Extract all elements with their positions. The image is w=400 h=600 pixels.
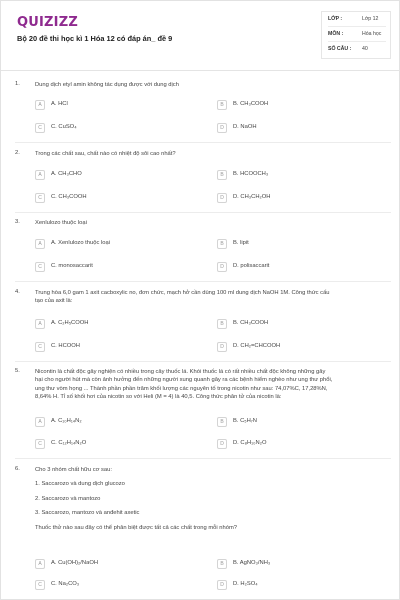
option-text: D. C₈H₁₀N₂O (233, 440, 267, 446)
option-b[interactable] (217, 169, 387, 181)
question-line: 3. Saccarozo, mantozo và anđehit axetic (35, 510, 140, 517)
question-line: Trung hòa 6,0 gam 1 axit cacboxylic no, đơn chức, mạch hở cần dùng 100 ml dung dịch NaOH 1M. Công thức cấu (35, 290, 330, 296)
option-text: B. CH₃COOH (233, 320, 269, 326)
question-text (35, 219, 391, 227)
option-c[interactable] (35, 341, 205, 353)
option-text: A. Cu(OH)₂/NaOH (51, 560, 99, 566)
option-b[interactable] (217, 99, 387, 111)
question-line: Trong các chất sau, chất nào có nhiệt độ sôi cao nhất? (35, 151, 176, 157)
option-letter: B (217, 170, 227, 180)
option-b[interactable] (217, 318, 387, 330)
info-key: SỐ CÂU : (328, 46, 352, 52)
question-text (35, 289, 391, 306)
option-text: C. CH₃COOH (51, 194, 87, 200)
info-value: Lớp 12 (362, 16, 379, 22)
question-number: 6. (15, 466, 20, 472)
question-number: 2. (15, 150, 20, 156)
question-divider (15, 281, 391, 282)
question-divider (15, 361, 391, 362)
option-a[interactable] (35, 558, 205, 570)
option-text: A. Xenlulozo thuộc loại (51, 240, 110, 246)
option-text: D. H₂SO₄ (233, 581, 258, 587)
question-line: Dung dịch etyl amin không tác dụng được với dung dịch (35, 82, 179, 88)
question-line: 1. Saccarozo và dung dịch glucozo (35, 481, 125, 488)
worksheet-header (1, 1, 400, 71)
option-c[interactable] (35, 438, 205, 450)
question-text (35, 368, 391, 402)
option-text: B. AgNO₃/NH₃ (233, 560, 271, 566)
question-text (35, 150, 391, 158)
question-line: Nicontin là chất độc gây nghiện có nhiều trong cây thuốc lá. Khói thuốc lá có rất nhiều chất độc không những gây (35, 369, 326, 375)
question-number: 3. (15, 219, 20, 225)
worksheet-title: Bộ 20 đề thi học kì 1 Hóa 12 có đáp án_ đề 9 (17, 34, 173, 43)
option-text: C. monosaccarit (51, 263, 93, 269)
option-a[interactable] (35, 99, 205, 111)
option-text: A. C₂H₅COOH (51, 320, 89, 326)
option-c[interactable] (35, 579, 205, 591)
option-letter: A (35, 100, 45, 110)
option-letter: B (217, 319, 227, 329)
question-divider (15, 458, 391, 459)
option-letter: C (35, 193, 45, 203)
question-line: Thuốc thử nào sau đây có thể phân biệt được tất cả các chất trong mỗi nhóm? (35, 524, 238, 531)
option-d[interactable] (217, 261, 387, 273)
option-letter: B (217, 559, 227, 569)
question-number: 4. (15, 289, 20, 295)
info-box (321, 11, 391, 59)
option-letter: C (35, 123, 45, 133)
option-b[interactable] (217, 558, 387, 570)
option-letter: A (35, 170, 45, 180)
question-divider (15, 212, 391, 213)
option-letter: A (35, 559, 45, 569)
question-text (35, 81, 391, 89)
option-d[interactable] (217, 192, 387, 204)
option-text: B. HCOOCH₃ (233, 171, 269, 177)
info-row-count (328, 44, 388, 57)
question-line: ung thư vòm họng ... Thành phần phần trăm khối lượng các nguyên tố trong nicotin như sau: 74,07%C, 17,28%N, (35, 385, 328, 392)
option-text: D. CH₂=CHCOOH (233, 343, 281, 349)
option-text: A. C₁₀H₁₄N₂ (51, 418, 82, 424)
option-letter: C (35, 342, 45, 352)
info-row-subject (328, 29, 388, 42)
option-letter: D (217, 123, 227, 133)
info-key: MÔN : (328, 31, 344, 37)
option-letter: C (35, 439, 45, 449)
option-text: A. HCl (51, 101, 68, 107)
divider (328, 26, 386, 27)
question-number: 5. (15, 368, 20, 374)
option-letter: D (217, 439, 227, 449)
option-a[interactable] (35, 238, 205, 250)
option-text: B. C₅H₇N (233, 418, 257, 424)
option-b[interactable] (217, 416, 387, 428)
option-b[interactable] (217, 238, 387, 250)
question-divider (15, 142, 391, 143)
option-c[interactable] (35, 261, 205, 273)
question-line: Xenlulozo thuộc loại (35, 220, 87, 226)
option-text: A. CH₃CHO (51, 171, 82, 177)
option-text: D. CH₃CH₂OH (233, 194, 271, 200)
option-letter: A (35, 239, 45, 249)
option-letter: D (217, 342, 227, 352)
option-d[interactable] (217, 341, 387, 353)
divider (328, 41, 386, 42)
question-line: Cho 3 nhóm chất hữu cơ sau: (35, 467, 112, 473)
option-letter: C (35, 262, 45, 272)
question-line: tạo của axit là: (35, 298, 73, 305)
option-letter: B (217, 239, 227, 249)
option-letter: A (35, 417, 45, 427)
option-a[interactable] (35, 169, 205, 181)
option-letter: C (35, 580, 45, 590)
info-value: Hóa học (362, 31, 382, 37)
option-letter: B (217, 417, 227, 427)
option-text: D. NaOH (233, 124, 257, 130)
question-line: hại cho người hút mà còn ảnh hưởng đến những người xung quanh gây ra các bệnh hiểm nghèo như ung thư phổi, (35, 377, 333, 384)
option-text: C. Na₂CO₃ (51, 581, 80, 587)
option-text: B. CH₃COOH (233, 101, 269, 107)
option-d[interactable] (217, 438, 387, 450)
question-text (35, 466, 391, 532)
option-d[interactable] (217, 122, 387, 134)
option-d[interactable] (217, 579, 387, 591)
option-text: D. polisaccarit (233, 263, 270, 269)
option-letter: D (217, 580, 227, 590)
option-text: C. CuSO₄ (51, 124, 77, 130)
option-c[interactable] (35, 192, 205, 204)
info-row-class (328, 14, 388, 27)
question-line: 2. Saccarozo và mantozo (35, 495, 101, 502)
question-line: 8,64% H. Tỉ số khối hơi của nicotin so với Heli (M = 4) là 40,5. Công thức phân tử của nicotin là: (35, 394, 282, 401)
option-letter: A (35, 319, 45, 329)
option-text: C. HCOOH (51, 343, 80, 349)
info-value: 40 (362, 46, 368, 52)
question-number: 1. (15, 81, 20, 87)
option-letter: B (217, 100, 227, 110)
option-text: B. lipit (233, 240, 249, 246)
option-a[interactable] (35, 318, 205, 330)
info-key: LỚP : (328, 16, 343, 22)
option-text: C. C₁₂H₁₄N₂O (51, 440, 87, 446)
option-a[interactable] (35, 416, 205, 428)
quizizz-logo: QUIZIZZ (17, 15, 78, 30)
header-divider (1, 70, 400, 71)
option-letter: D (217, 193, 227, 203)
option-letter: D (217, 262, 227, 272)
option-c[interactable] (35, 122, 205, 134)
